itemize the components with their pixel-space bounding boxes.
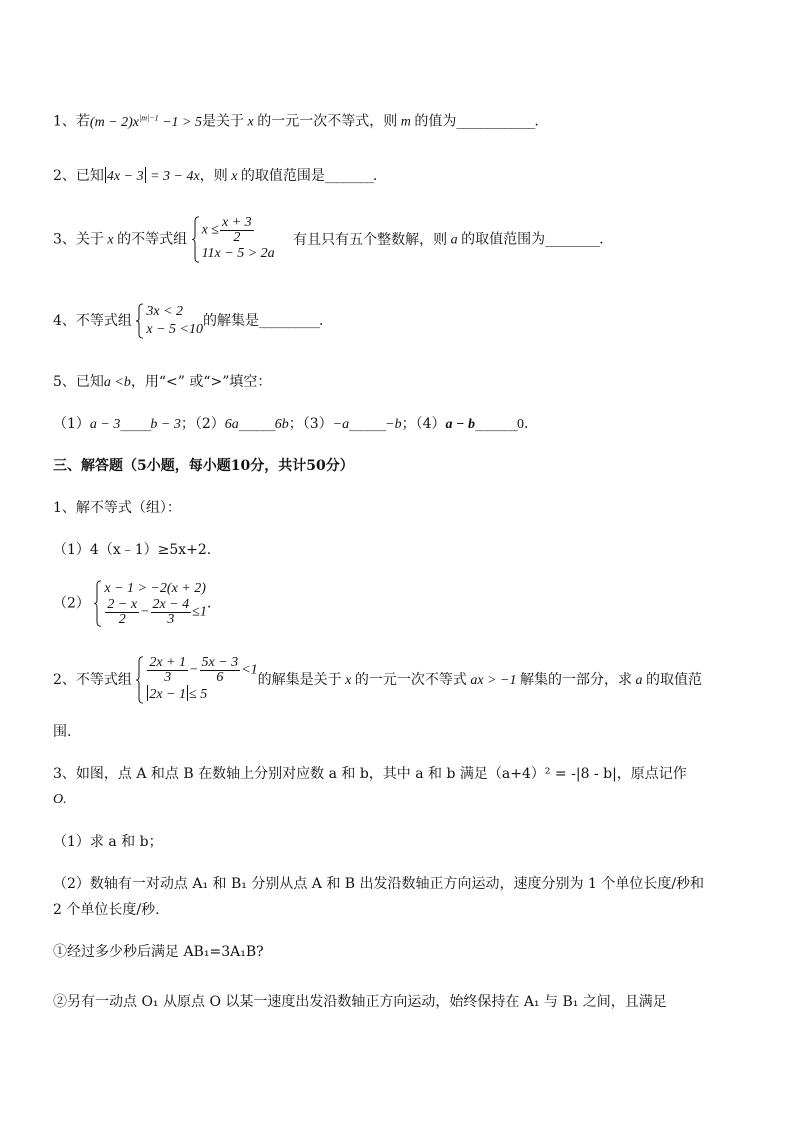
question-number: 1、 bbox=[53, 113, 76, 130]
solve-question-3-part-2-cont: 2 个单位长度/秒. bbox=[53, 902, 160, 918]
question-number: 3、 bbox=[53, 231, 76, 248]
inequality-system: 3x < 2 x − 5 <10 bbox=[136, 303, 203, 339]
answer-blank: _____________ bbox=[456, 113, 535, 130]
question-number: 5、 bbox=[53, 374, 76, 390]
fill-question-5: 5、已知a <b，用“<” 或“>”填空： bbox=[53, 374, 272, 390]
solve-question-3-cont: O. bbox=[53, 792, 67, 807]
math-expression: 4x − 3 = 3 − 4x bbox=[106, 169, 200, 184]
question-number: 1、 bbox=[53, 500, 76, 516]
solve-question-3-sub-2: ②另有一动点 O₁ 从原点 O 以某一速度出发沿数轴正方向运动，始终保持在 A₁ 与 B₁ 之间，且满足 bbox=[53, 994, 667, 1010]
fill-question-1: 1、若$(m - 2)x^{|m|-1} -1 > 5$是关于 x 的一元一次不等式，则 m 的值为_____________. bbox=[53, 113, 539, 130]
solve-question-3: 3、如图，点 A 和点 B 在数轴上分别对应数 a 和 b，其中 a 和 b 满足（a+4）² = -|8 - b|，原点记作 bbox=[53, 766, 687, 782]
answer-blank: __________ bbox=[258, 313, 319, 329]
section-title: 三、解答题（5小题，每小题10分，共计50分） bbox=[53, 458, 354, 474]
answer-blank: ________ bbox=[324, 168, 373, 184]
solve-question-3-part-1: （1）求 a 和 b； bbox=[53, 834, 163, 850]
math-expression: $(m - 2)x^{|m|-1} -1 > 5$ bbox=[89, 113, 203, 130]
solve-question-3-sub-1: ①经过多少秒后满足 AB₁=3A₁B? bbox=[53, 944, 264, 960]
inequality-system: x − 1 > −2(x + 2) $\frac{2 - x}{2}$ − $\frac{2x - 4}{3}$ ≤1 bbox=[94, 580, 206, 627]
fill-question-5-parts: （1）a − 3_____b − 3；（2）6a______6b；（3）−a______−b；（4）a − b_______0. bbox=[53, 416, 529, 432]
answer-blank: _______ bbox=[474, 416, 517, 432]
question-number: 4、 bbox=[53, 313, 76, 329]
answer-blank: _____ bbox=[120, 416, 151, 432]
fill-question-3: 3、关于 x 的不等式组 x ≤ $\frac{x + 3}{2}$ 11x − 5 > 2a 有且只有五个整数解，则 a 的取值范围为_________. bbox=[53, 215, 604, 261]
question-number: 2、 bbox=[53, 168, 76, 184]
solve-question-1-part-2: （2） x − 1 > −2(x + 2) $\frac{2 - x}{2}$ − $\frac{2x - 4}{3}$ ≤1 . bbox=[53, 581, 212, 627]
answer-blank: _________ bbox=[545, 231, 600, 248]
inequality-system: $\frac{2x + 1}{3}$ − $\frac{5x - 3}{6}$ <1 2x − 1 ≤ 5 bbox=[136, 656, 257, 704]
solve-question-2: 2、不等式组 $\frac{2x + 1}{3}$ − $\frac{5x - 3}{6}$ <1 2x − 1 ≤ 5 的解集是关于 x 的一元一次不等式 ax > −1 解集的一部分，求 a 的取值范 bbox=[53, 655, 702, 702]
solve-question-3-part-2: （2）数轴有一对动点 A₁ 和 B₁ 分别从点 A 和 B 出发沿数轴正方向运动，速度分别为 1 个单位长度/秒和 bbox=[53, 876, 705, 892]
inequality-system: x ≤ $\frac{x + 3}{2}$ 11x − 5 > 2a bbox=[192, 216, 275, 263]
solve-question-2-cont: 围. bbox=[53, 724, 72, 740]
question-number: 3、 bbox=[53, 766, 76, 782]
answer-blank: ______ bbox=[238, 416, 275, 432]
question-number: 2、 bbox=[53, 672, 76, 688]
solve-question-1: 1、解不等式（组）： bbox=[53, 500, 181, 516]
fill-question-2: 2、已知 4x − 3 = 3 − 4x，则 x 的取值范围是________. bbox=[53, 168, 378, 184]
answer-blank: ______ bbox=[349, 416, 386, 432]
solve-question-1-part-1: （1）4（x﹣1）≥5x+2. bbox=[53, 542, 212, 558]
fill-question-4: 4、不等式组 3x < 2 x − 5 <10 的解集是__________. bbox=[53, 304, 324, 337]
